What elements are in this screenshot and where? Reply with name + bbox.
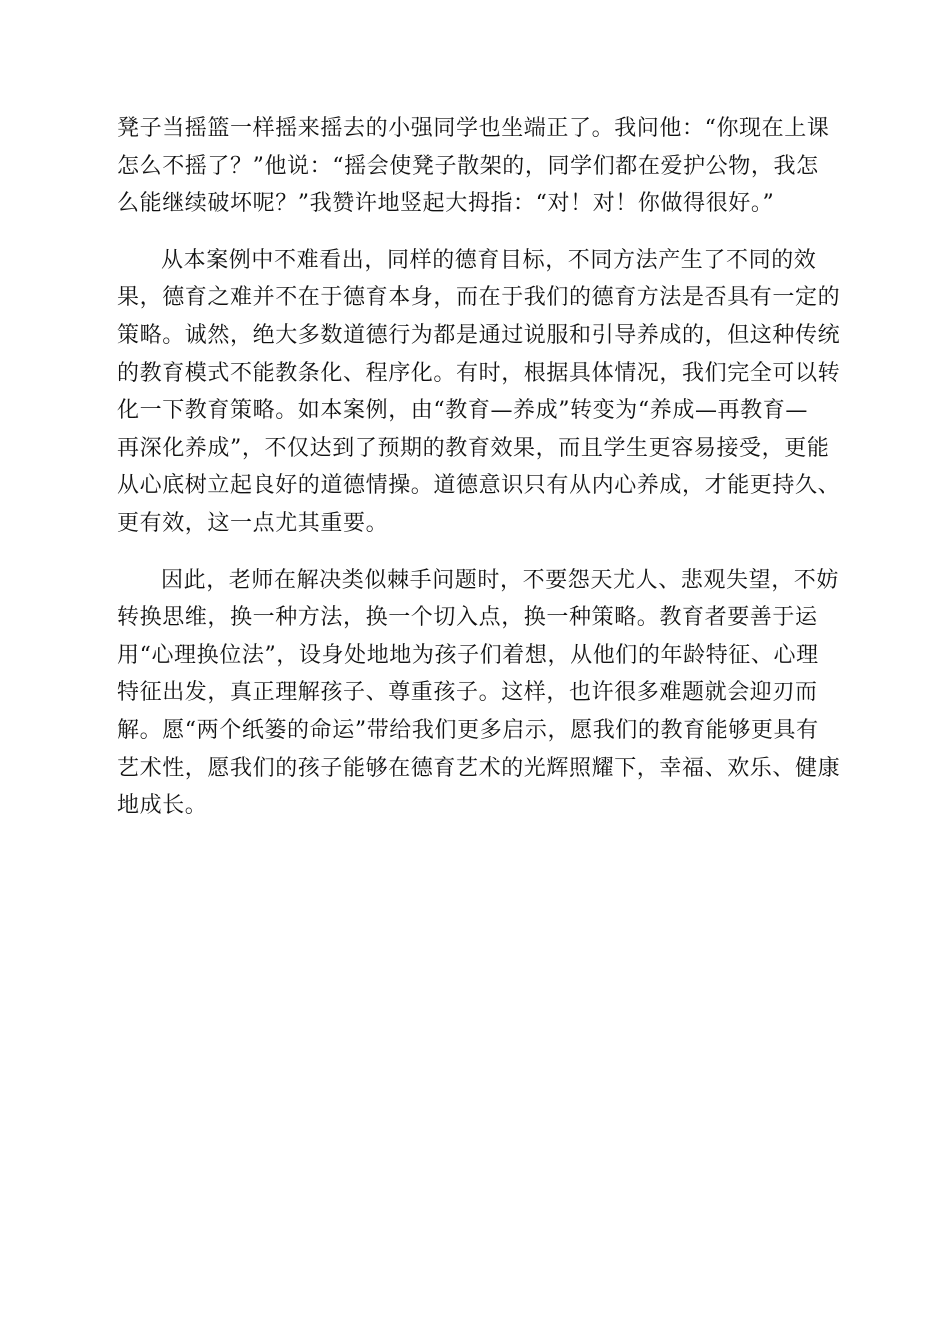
text-line: 凳子当摇篮一样摇来摇去的小强同学也坐端正了。我问他：“你现在上课 bbox=[117, 116, 830, 141]
paragraph-3 bbox=[117, 562, 841, 825]
document-body bbox=[117, 110, 841, 825]
paragraph-1 bbox=[117, 110, 833, 223]
text-line: 从心底树立起良好的道德情操。道德意识只有从内心养成，才能更持久、 bbox=[117, 473, 841, 499]
text-line: 转换思维，换一种方法，换一个切入点，换一种策略。教育者要善于运 bbox=[117, 605, 818, 631]
text-line: 的教育模式不能教条化、程序化。有时，根据具体情况，我们完全可以转 bbox=[117, 360, 841, 386]
text-line: 地成长。 bbox=[117, 793, 208, 819]
text-line: 怎么不摇了？”他说：“摇会使凳子散架的，同学们都在爱护公物，我怎 bbox=[117, 153, 819, 179]
text-line: 解。愿“两个纸篓的命运”带给我们更多启示，愿我们的教育能够更具有 bbox=[117, 717, 819, 743]
text-line: 果，德育之难并不在于德育本身，而在于我们的德育方法是否具有一定的 bbox=[117, 285, 841, 311]
text-line: 策略。诚然，绝大多数道德行为都是通过说服和引导养成的，但这种传统 bbox=[117, 322, 841, 348]
text-line: 么能继续破坏呢？”我赞许地竖起大拇指：“对！对！你做得很好。” bbox=[117, 191, 775, 217]
text-line: 化一下教育策略。如本案例，由“教育—养成”转变为“养成—再教育— bbox=[117, 398, 808, 424]
text-line: 用“心理换位法”，设身处地地为孩子们着想，从他们的年龄特征、心理 bbox=[117, 642, 819, 668]
text-line: 特征出发，真正理解孩子、尊重孩子。这样，也许很多难题就会迎刃而 bbox=[117, 680, 818, 706]
paragraph-2 bbox=[117, 242, 841, 543]
text-line: 艺术性，愿我们的孩子能够在德育艺术的光辉照耀下，幸福、欢乐、健康 bbox=[117, 755, 841, 781]
text-line: 再深化养成”，不仅达到了预期的教育效果，而且学生更容易接受，更能 bbox=[117, 435, 830, 461]
text-line: 从本案例中不难看出，同样的德育目标，不同方法产生了不同的效 bbox=[161, 247, 817, 273]
text-line: 更有效，这一点尤其重要。 bbox=[117, 510, 389, 536]
text-line: 因此，老师在解决类似棘手问题时，不要怨天尤人、悲观失望，不妨 bbox=[161, 567, 840, 593]
